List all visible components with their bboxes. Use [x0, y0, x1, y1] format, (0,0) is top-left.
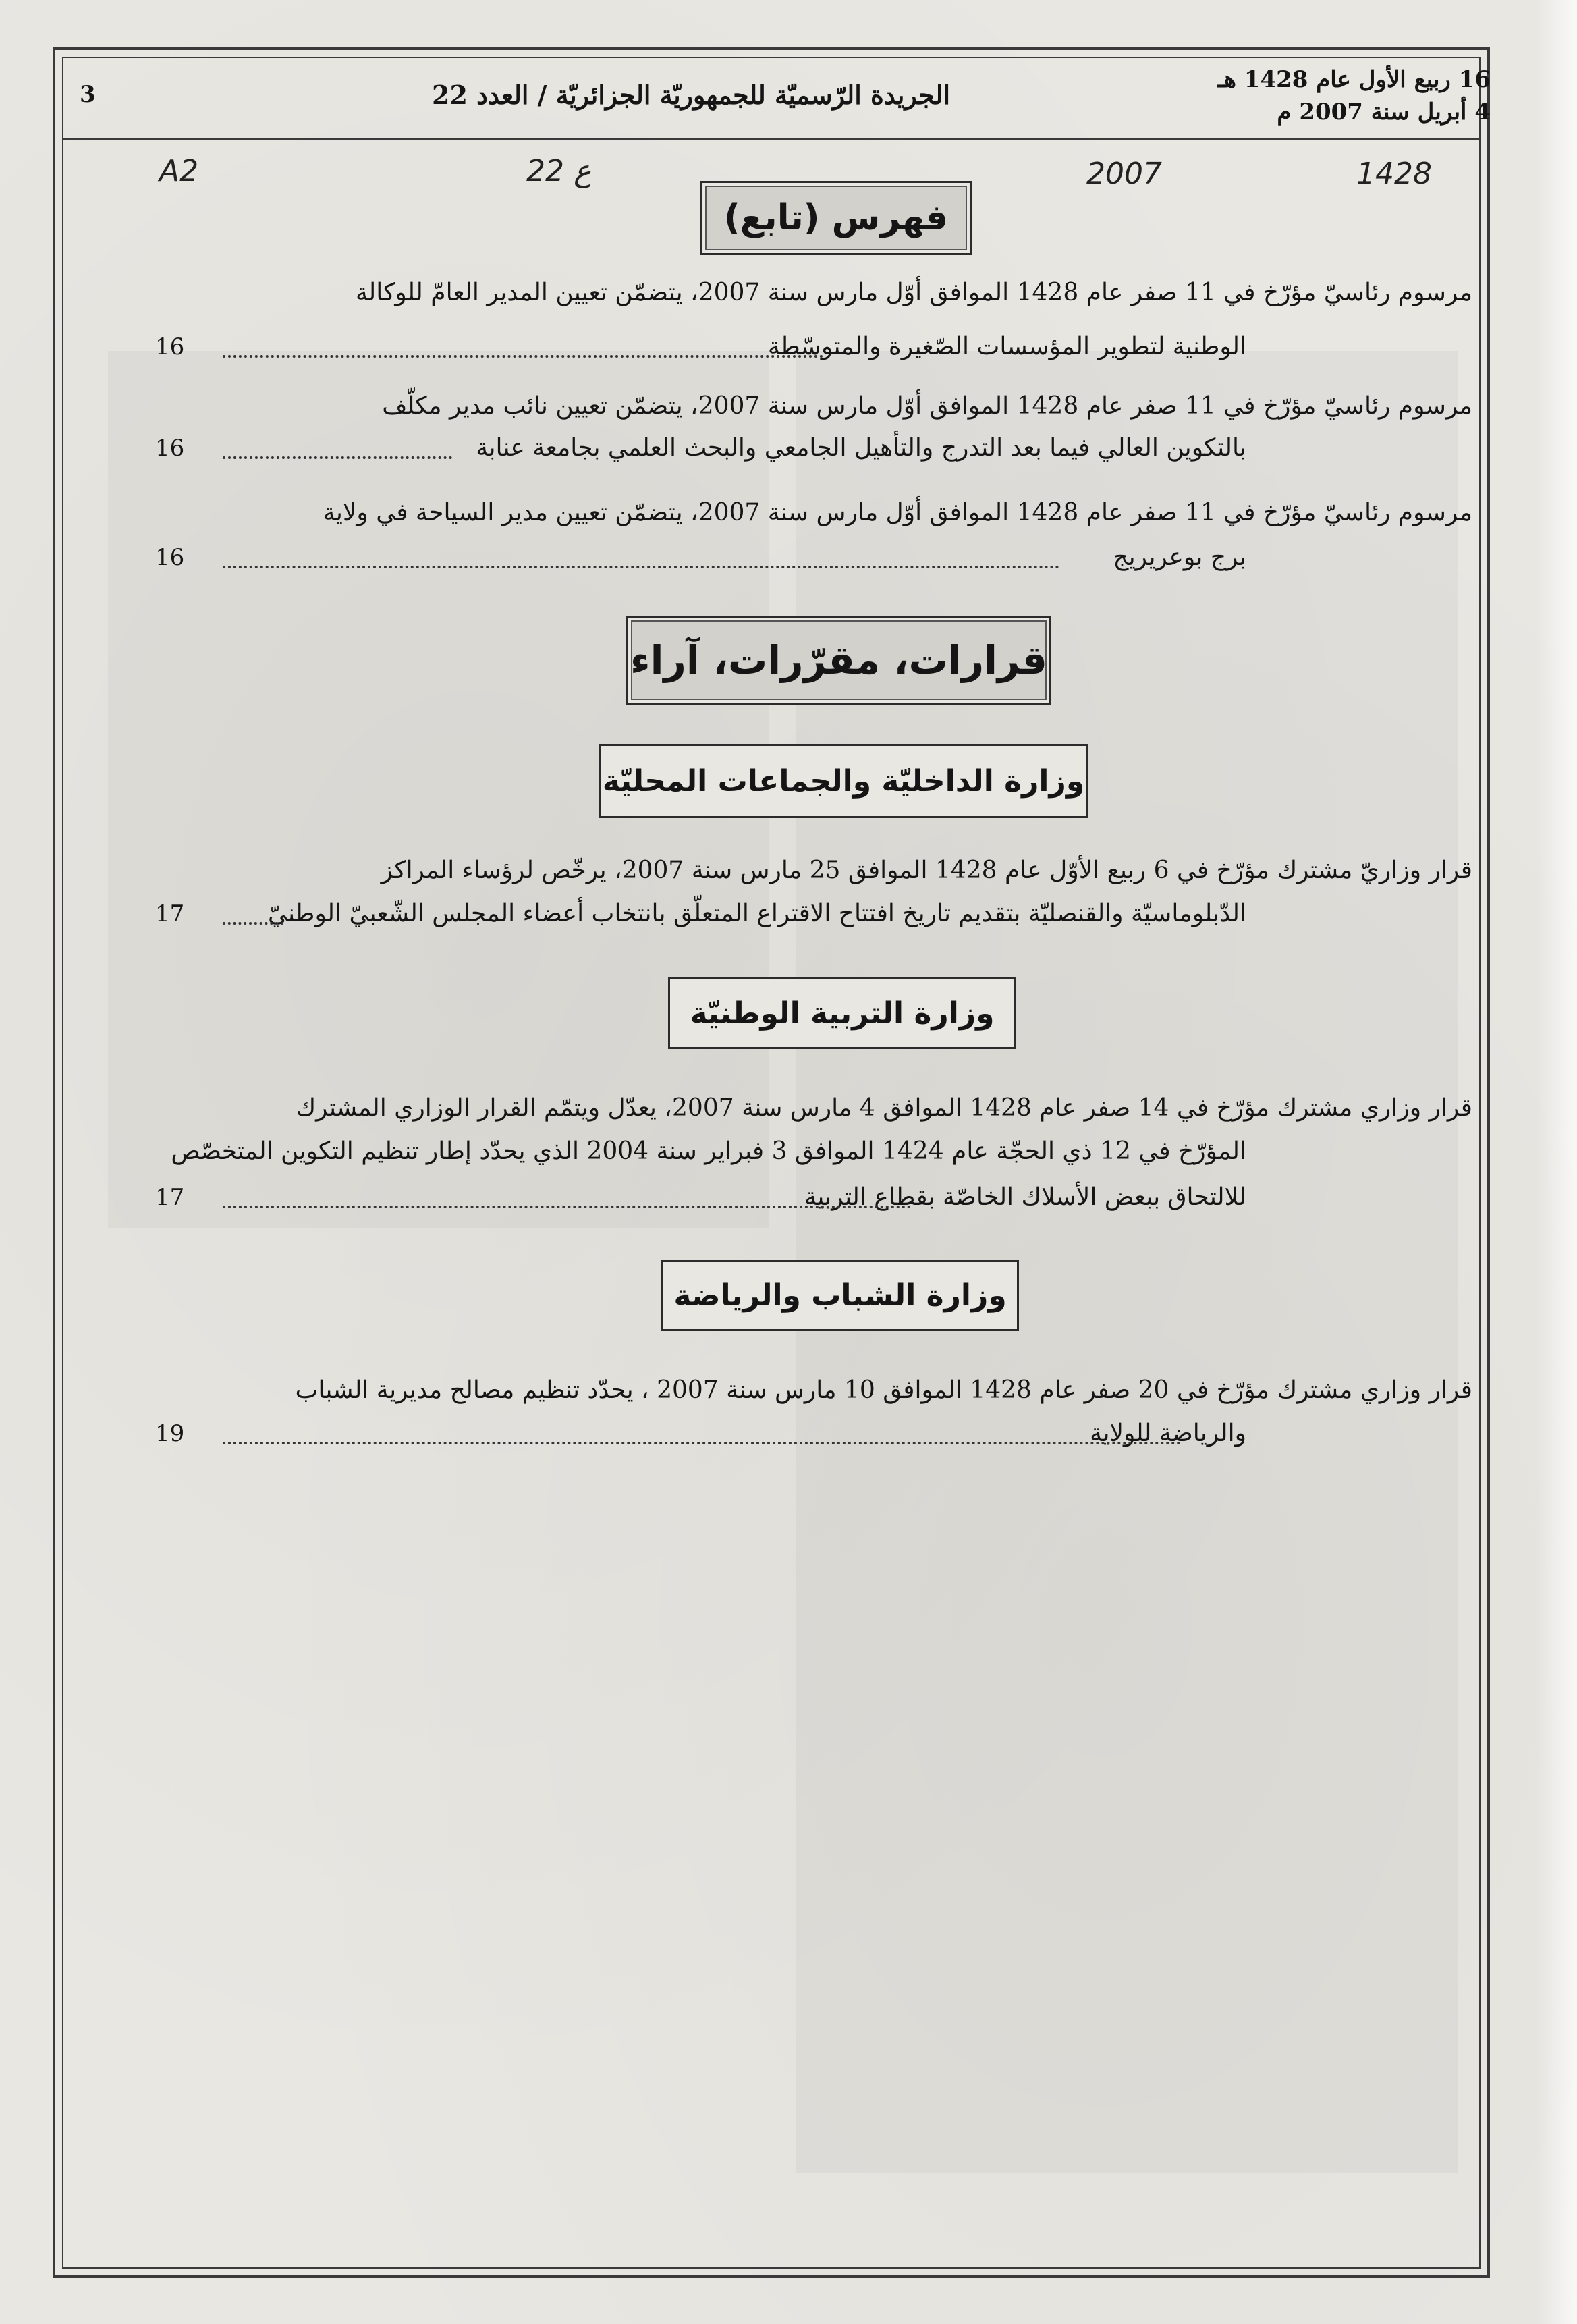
ministry-1-box — [599, 744, 1088, 818]
header-greg-date: 4 أبريل سنة 2007 م — [1277, 99, 1491, 126]
entry-2-line-1: مرسوم رئاسيّ مؤرّخ في 11 صفر عام 1428 الموافق أوّل مارس سنة 2007، يتضمّن تعيين نائب مدير مكلّف — [382, 392, 1472, 420]
ministry-1-name: وزارة الداخليّة والجماعات المحليّة — [602, 763, 1085, 799]
handwritten-note-issue: 22 ع — [526, 154, 592, 188]
ministry-3-line-2: والرياضة للولاية — [1090, 1420, 1246, 1447]
header-page-number: 3 — [80, 81, 96, 108]
entry-1-page: 16 — [155, 333, 185, 360]
ministry-2-line-2: المؤرّخ في 12 ذي الحجّة عام 1424 الموافق 3 فبراير سنة 2004 الذي يحدّد إطار تنظيم التكوين المتخصّص — [171, 1137, 1246, 1165]
entry-2-line-2: بالتكوين العالي فيما بعد التدرج والتأهيل الجامعي والبحث العلمي بجامعة عنابة — [476, 434, 1246, 462]
ministry-1-line-1: قرار وزاريّ مشترك مؤرّخ في 6 ربيع الأوّل عام 1428 الموافق 25 مارس سنة 2007، يرخّص لرؤساء المراكز — [381, 857, 1472, 884]
index-title: فهرس (تابع) — [723, 198, 949, 238]
index-title-box — [700, 181, 972, 255]
header-divider — [62, 138, 1481, 140]
entry-1-line-1: مرسوم رئاسيّ مؤرّخ في 11 صفر عام 1428 الموافق أوّل مارس سنة 2007، يتضمّن تعيين المدير العامّ للوكالة — [355, 279, 1472, 306]
ministry-1-leader-dots — [223, 922, 283, 925]
ministry-2-name: وزارة التربية الوطنيّة — [690, 996, 995, 1031]
section-title-box — [626, 616, 1051, 705]
entry-2-leader-dots — [223, 456, 452, 459]
ministry-2-leader-dots — [223, 1206, 911, 1208]
entry-3-page: 16 — [155, 544, 185, 571]
section-title: قرارات، مقرّرات، آراء — [630, 637, 1048, 683]
ministry-1-line-2: الدّبلوماسيّة والقنصليّة بتقديم تاريخ افتتاح الاقتراع المتعلّق بانتخاب أعضاء المجلس الشّعبيّ الوطنيّ — [267, 900, 1246, 927]
entry-3-leader-dots — [223, 566, 1059, 568]
ministry-2-box — [668, 977, 1016, 1049]
ministry-2-line-1: قرار وزاري مشترك مؤرّخ في 14 صفر عام 1428 الموافق 4 مارس سنة 2007، يعدّل ويتمّم القرار الوزاري المشترك — [296, 1094, 1472, 1122]
entry-2-page: 16 — [155, 435, 185, 462]
entry-1-line-2: الوطنية لتطوير المؤسسات الصّغيرة والمتوسّطة — [767, 333, 1246, 360]
handwritten-note-hijri-year: 1428 — [1356, 157, 1432, 191]
handwritten-note-a2: A2 — [159, 154, 199, 188]
ministry-1-page: 17 — [155, 900, 185, 927]
header-gazette-title: الجريدة الرّسميّة للجمهوريّة الجزائريّة / العدد 22 — [432, 80, 951, 110]
ministry-2-page: 17 — [155, 1184, 185, 1211]
ministry-3-name: وزارة الشباب والرياضة — [673, 1278, 1007, 1313]
entry-3-line-2: برج بوعريريج — [1113, 543, 1246, 571]
ministry-3-line-1: قرار وزاري مشترك مؤرّخ في 20 صفر عام 1428 الموافق 10 مارس سنة 2007 ، يحدّد تنظيم مصالح مديرية الشباب — [295, 1376, 1472, 1404]
ministry-3-page: 19 — [155, 1420, 185, 1447]
ministry-2-line-3: للالتحاق ببعض الأسلاك الخاصّة بقطاع التربية — [804, 1183, 1246, 1211]
ministry-3-box — [661, 1260, 1019, 1331]
page-edge-shadow — [1537, 0, 1577, 2324]
handwritten-note-year: 2007 — [1086, 157, 1162, 191]
ministry-3-leader-dots — [223, 1442, 1181, 1444]
header-hijri-date: 16 ربيع الأول عام 1428 هـ — [1217, 66, 1491, 93]
entry-3-line-1: مرسوم رئاسيّ مؤرّخ في 11 صفر عام 1428 الموافق أوّل مارس سنة 2007، يتضمّن تعيين مدير السياحة في ولاية — [323, 499, 1472, 526]
entry-1-leader-dots — [223, 355, 823, 358]
